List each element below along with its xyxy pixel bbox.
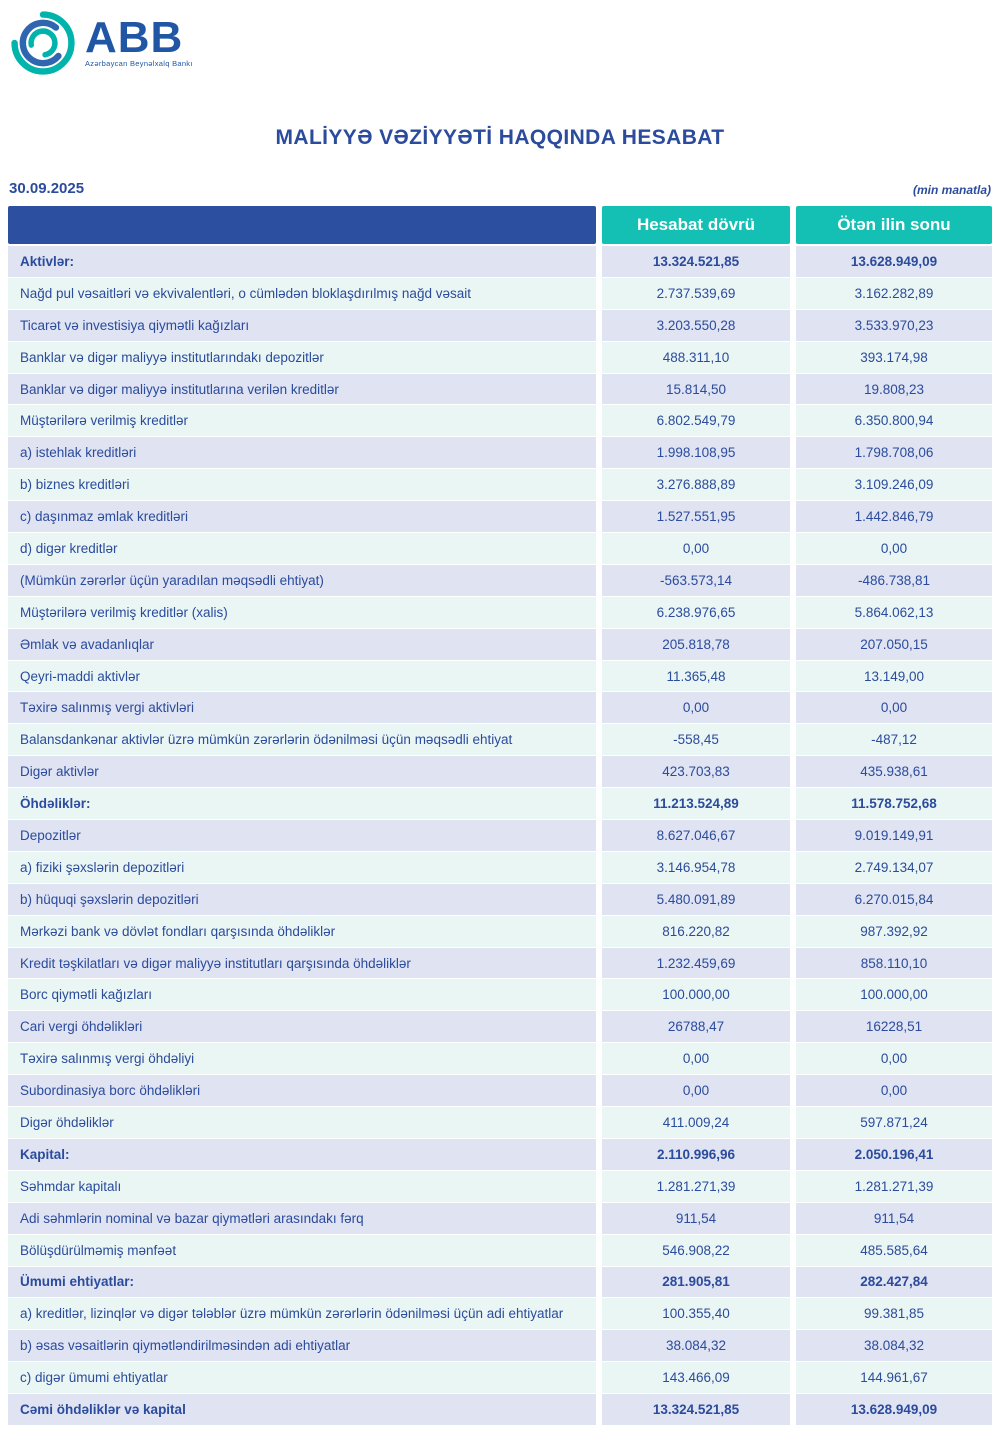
row-label: Əmlak və avadanlıqlar (8, 629, 596, 661)
row-value-current: 546.908,22 (602, 1235, 790, 1267)
row-label: a) kreditlər, lizinqlər və digər tələblər üzrə mümkün zərərlərin ödənilməsi üçün adi ehtiyatlar (8, 1298, 596, 1330)
row-label: Banklar və digər maliyyə institutlarındakı depozitlər (8, 342, 596, 374)
row-label: Öhdəliklər: (8, 788, 596, 820)
abb-logo-icon (10, 10, 76, 76)
row-label: a) istehlak kreditləri (8, 437, 596, 469)
table-row (8, 342, 992, 374)
row-label: a) fiziki şəxslərin depozitləri (8, 852, 596, 884)
table-row (8, 1330, 992, 1362)
table-row (8, 1298, 992, 1330)
row-value-current: 38.084,32 (602, 1330, 790, 1362)
row-value-current: 5.480.091,89 (602, 884, 790, 916)
unit-note: (min manatla) (912, 183, 991, 197)
table-row (8, 916, 992, 948)
row-value-previous: 911,54 (796, 1203, 992, 1235)
row-value-previous: 3.162.282,89 (796, 278, 992, 310)
row-value-previous: 0,00 (796, 1075, 992, 1107)
table-body (8, 246, 992, 1426)
row-value-previous: 13.628.949,09 (796, 246, 992, 278)
row-label: Nağd pul vəsaitləri və ekvivalentləri, o cümlədən bloklaşdırılmış nağd vəsait (8, 278, 596, 310)
row-value-previous: 1.442.846,79 (796, 501, 992, 533)
column-header-current: Hesabat dövrü (602, 206, 790, 244)
row-value-previous: 9.019.149,91 (796, 820, 992, 852)
table-row (8, 852, 992, 884)
row-value-previous: 0,00 (796, 1043, 992, 1075)
table-row (8, 469, 992, 501)
table-row (8, 1011, 992, 1043)
table-row (8, 1075, 992, 1107)
row-label: Depozitlər (8, 820, 596, 852)
row-value-previous: 1.798.708,06 (796, 437, 992, 469)
row-value-current: 143.466,09 (602, 1362, 790, 1394)
row-value-previous: 435.938,61 (796, 756, 992, 788)
row-value-previous: 13.628.949,09 (796, 1394, 992, 1426)
report-date: 30.09.2025 (9, 180, 85, 197)
row-label: Ticarət və investisiya qiymətli kağızları (8, 310, 596, 342)
row-value-current: 205.818,78 (602, 629, 790, 661)
row-value-current: 0,00 (602, 533, 790, 565)
table-row (8, 948, 992, 980)
row-value-current: 6.238.976,65 (602, 597, 790, 629)
table-row (8, 724, 992, 756)
table-row (8, 1362, 992, 1394)
table-row (8, 820, 992, 852)
table-row (8, 437, 992, 469)
row-value-current: 26788,47 (602, 1011, 790, 1043)
row-value-previous: 1.281.271,39 (796, 1171, 992, 1203)
table-header-blank (8, 206, 596, 244)
row-value-previous: 207.050,15 (796, 629, 992, 661)
row-label: b) hüquqi şəxslərin depozitləri (8, 884, 596, 916)
row-label: Qeyri-maddi aktivlər (8, 661, 596, 693)
row-value-previous: 282.427,84 (796, 1267, 992, 1299)
row-value-previous: -487,12 (796, 724, 992, 756)
row-value-previous: 393.174,98 (796, 342, 992, 374)
row-value-current: 13.324.521,85 (602, 1394, 790, 1426)
row-value-current: 423.703,83 (602, 756, 790, 788)
row-label: Təxirə salınmış vergi öhdəliyi (8, 1043, 596, 1075)
abb-logo-text (85, 12, 193, 69)
row-value-current: 488.311,10 (602, 342, 790, 374)
row-label: Aktivlər: (8, 246, 596, 278)
row-value-current: 3.276.888,89 (602, 469, 790, 501)
row-label: Balansdankənar aktivlər üzrə mümkün zərərlərin ödənilməsi üçün məqsədli ehtiyat (8, 724, 596, 756)
row-value-previous: 0,00 (796, 692, 992, 724)
table-row (8, 246, 992, 278)
row-value-current: 1.527.551,95 (602, 501, 790, 533)
table-row (8, 597, 992, 629)
financial-table (8, 206, 992, 1426)
table-row (8, 501, 992, 533)
row-value-current: 411.009,24 (602, 1107, 790, 1139)
row-value-previous: 19.808,23 (796, 374, 992, 406)
page-title: MALİYYƏ VƏZİYYƏTİ HAQQINDA HESABAT (275, 126, 725, 149)
row-value-current: 15.814,50 (602, 374, 790, 406)
row-label: c) daşınmaz əmlak kreditləri (8, 501, 596, 533)
table-row (8, 629, 992, 661)
table-row (8, 374, 992, 406)
row-value-current: 3.146.954,78 (602, 852, 790, 884)
table-row (8, 1267, 992, 1299)
row-value-current: 1.281.271,39 (602, 1171, 790, 1203)
row-value-previous: 858.110,10 (796, 948, 992, 980)
table-row (8, 1394, 992, 1426)
table-row (8, 405, 992, 437)
table-row (8, 1043, 992, 1075)
row-value-previous: 99.381,85 (796, 1298, 992, 1330)
row-label: Cari vergi öhdəlikləri (8, 1011, 596, 1043)
row-label: Səhmdar kapitalı (8, 1171, 596, 1203)
row-label: Subordinasiya borc öhdəlikləri (8, 1075, 596, 1107)
table-header-row (8, 206, 992, 244)
row-label: (Mümkün zərərlər üçün yaradılan məqsədli ehtiyat) (8, 565, 596, 597)
row-label: Ümumi ehtiyatlar: (8, 1267, 596, 1299)
row-value-current: -558,45 (602, 724, 790, 756)
row-label: b) əsas vəsaitlərin qiymətləndirilməsindən adi ehtiyatlar (8, 1330, 596, 1362)
row-value-current: 816.220,82 (602, 916, 790, 948)
row-label: Adi səhmlərin nominal və bazar qiymətləri arasındakı fərq (8, 1203, 596, 1235)
table-row (8, 661, 992, 693)
row-value-previous: 2.749.134,07 (796, 852, 992, 884)
table-row (8, 884, 992, 916)
table-row (8, 533, 992, 565)
table-row (8, 756, 992, 788)
row-value-previous: 38.084,32 (796, 1330, 992, 1362)
row-value-current: 281.905,81 (602, 1267, 790, 1299)
row-value-current: 0,00 (602, 692, 790, 724)
row-value-current: 1.998.108,95 (602, 437, 790, 469)
row-value-previous: 3.533.970,23 (796, 310, 992, 342)
row-value-previous: 5.864.062,13 (796, 597, 992, 629)
row-label: c) digər ümumi ehtiyatlar (8, 1362, 596, 1394)
row-value-previous: 6.270.015,84 (796, 884, 992, 916)
row-value-current: 2.737.539,69 (602, 278, 790, 310)
abb-logo (0, 0, 1000, 78)
table-row (8, 1203, 992, 1235)
row-value-previous: -486.738,81 (796, 565, 992, 597)
row-label: Borc qiymətli kağızları (8, 979, 596, 1011)
row-value-previous: 987.392,92 (796, 916, 992, 948)
row-value-previous: 16228,51 (796, 1011, 992, 1043)
row-label: Təxirə salınmış vergi aktivləri (8, 692, 596, 724)
row-label: Müştərilərə verilmiş kreditlər (8, 405, 596, 437)
row-label: Kapital: (8, 1139, 596, 1171)
row-value-previous: 597.871,24 (796, 1107, 992, 1139)
table-row (8, 1235, 992, 1267)
row-label: d) digər kreditlər (8, 533, 596, 565)
row-value-previous: 0,00 (796, 533, 992, 565)
report-meta (0, 180, 1000, 197)
logo-subtitle: Azərbaycan Beynəlxalq Bankı (85, 59, 193, 69)
table-row (8, 310, 992, 342)
row-value-current: 911,54 (602, 1203, 790, 1235)
table-row (8, 788, 992, 820)
column-header-previous: Ötən ilin sonu (796, 206, 992, 244)
row-value-previous: 6.350.800,94 (796, 405, 992, 437)
row-value-current: 100.355,40 (602, 1298, 790, 1330)
table-row (8, 565, 992, 597)
table-row (8, 1139, 992, 1171)
row-value-previous: 144.961,67 (796, 1362, 992, 1394)
table-row (8, 692, 992, 724)
row-value-previous: 3.109.246,09 (796, 469, 992, 501)
row-value-current: -563.573,14 (602, 565, 790, 597)
table-row (8, 278, 992, 310)
row-value-current: 11.213.524,89 (602, 788, 790, 820)
row-label: Kredit təşkilatları və digər maliyyə institutları qarşısında öhdəliklər (8, 948, 596, 980)
row-label: b) biznes kreditləri (8, 469, 596, 501)
logo-wordmark: ABB (85, 12, 184, 62)
row-label: Digər aktivlər (8, 756, 596, 788)
row-value-current: 8.627.046,67 (602, 820, 790, 852)
row-value-current: 6.802.549,79 (602, 405, 790, 437)
row-value-previous: 485.585,64 (796, 1235, 992, 1267)
row-value-current: 3.203.550,28 (602, 310, 790, 342)
row-value-current: 100.000,00 (602, 979, 790, 1011)
row-value-previous: 11.578.752,68 (796, 788, 992, 820)
table-row (8, 979, 992, 1011)
row-label: Müştərilərə verilmiş kreditlər (xalis) (8, 597, 596, 629)
row-value-current: 13.324.521,85 (602, 246, 790, 278)
table-row (8, 1107, 992, 1139)
row-value-previous: 2.050.196,41 (796, 1139, 992, 1171)
row-value-previous: 13.149,00 (796, 661, 992, 693)
row-label: Bölüşdürülməmiş mənfəət (8, 1235, 596, 1267)
row-label: Digər öhdəliklər (8, 1107, 596, 1139)
table-row (8, 1171, 992, 1203)
row-label: Mərkəzi bank və dövlət fondları qarşısında öhdəliklər (8, 916, 596, 948)
row-value-current: 11.365,48 (602, 661, 790, 693)
row-value-current: 1.232.459,69 (602, 948, 790, 980)
row-label: Cəmi öhdəliklər və kapital (8, 1394, 596, 1426)
row-value-current: 2.110.996,96 (602, 1139, 790, 1171)
row-value-previous: 100.000,00 (796, 979, 992, 1011)
row-label: Banklar və digər maliyyə institutlarına verilən kreditlər (8, 374, 596, 406)
row-value-current: 0,00 (602, 1075, 790, 1107)
row-value-current: 0,00 (602, 1043, 790, 1075)
